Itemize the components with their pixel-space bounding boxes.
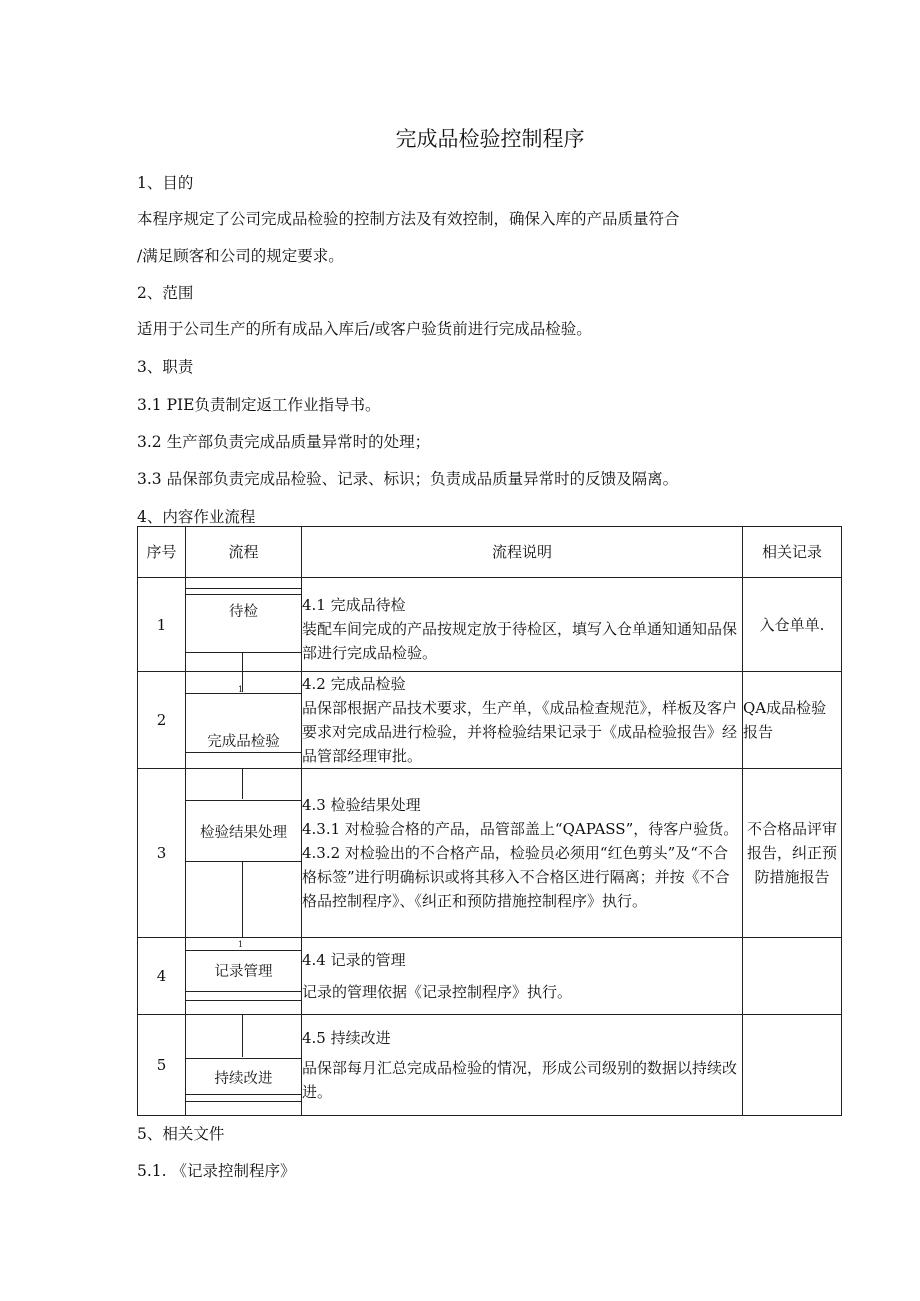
- flow-box-label: 完成品检验: [207, 734, 280, 750]
- flow-box-label: 检验结果处理: [200, 825, 287, 841]
- section-2-text: 适用于公司生产的所有成品入库后/或客户验货前进行完成品检验。: [137, 320, 592, 338]
- flow-step-cell: [186, 769, 302, 938]
- desc-text: 品保部根据产品技术要求，生产单，《成品检查规范》，样板及客户要求对完成品进行检验，并将检验结果记录于《成品检验报告》经品管部经理审批。: [302, 699, 738, 765]
- desc-text: 装配车间完成的产品按规定放于待检区，填写入仓单通知通知品保部进行完成品检验。: [302, 619, 738, 662]
- flow-box-label: 待检: [229, 604, 258, 620]
- row-record: QA成品检验报告: [743, 672, 842, 769]
- flow-marker: 1: [238, 685, 244, 694]
- row-record: 入仓单单.: [743, 578, 842, 672]
- row-number: 5: [138, 1015, 186, 1116]
- row-number: 4: [138, 938, 186, 1015]
- desc-text: 品保部每月汇总完成品检验的情况，形成公司级别的数据以持续改进。: [302, 1059, 738, 1101]
- section-3-item-3: 3.3 品保部负责完成品检验、记录、标识；负责成品质量异常时的反馈及隔离。: [137, 470, 679, 488]
- desc-text: 4.3.1 对检验合格的产品，品管部盖上“QAPASS”，待客户验货。: [302, 820, 739, 838]
- flow-box-label: 持续改进: [214, 1071, 273, 1087]
- desc-text: 记录的管理依据《记录控制程序》执行。: [302, 983, 573, 1001]
- table-row: [138, 578, 842, 672]
- section-1-text-line2: /满足顾客和公司的规定要求。: [137, 247, 344, 265]
- row-description: [302, 938, 743, 1015]
- flow-box-label: 记录管理: [214, 964, 273, 980]
- flow-marker: 1: [238, 940, 244, 949]
- section-3-item-2: 3.2 生产部负责完成品质量异常时的处理；: [137, 433, 431, 451]
- table-row: [138, 769, 842, 938]
- flow-step-cell: [186, 672, 302, 769]
- section-2-heading: 2、范围: [137, 284, 194, 302]
- header-seq: 序号: [138, 527, 186, 578]
- table-row: [138, 938, 842, 1015]
- row-number: 1: [138, 578, 186, 672]
- page-title: 完成品检验控制程序: [395, 127, 585, 151]
- row-record: [743, 1015, 842, 1116]
- table-row: [138, 1015, 842, 1116]
- section-3-item-1: 3.1 PIE负责制定返工作业指导书。: [137, 396, 381, 414]
- section-5-heading: 5、相关文件: [137, 1125, 225, 1143]
- desc-text: 4.3.2 对检验出的不合格产品，检验员必须用“红色剪头”及“不合格标签”进行明确标识或将其移入不合格区进行隔离；并按《不合格品控制程序》、《纠正和预防措施控制程序》执行。: [302, 844, 730, 910]
- header-desc: 流程说明: [302, 527, 743, 578]
- desc-title: 4.2 完成品检验: [302, 675, 406, 693]
- section-3-heading: 3、职责: [137, 358, 194, 376]
- flow-step-cell: [186, 1015, 302, 1116]
- row-description: [302, 769, 743, 938]
- desc-title: 4.3 检验结果处理: [302, 796, 421, 814]
- row-record: 不合格品评审报告，纠正预防措施报告: [743, 769, 842, 938]
- section-1-heading: 1、目的: [137, 174, 194, 192]
- header-record: 相关记录: [743, 527, 842, 578]
- row-record: [743, 938, 842, 1015]
- desc-title: 4.1 完成品待检: [302, 595, 406, 614]
- section-5-item-1: 5.1. 《记录控制程序》: [137, 1162, 296, 1180]
- row-description: [302, 1015, 743, 1116]
- process-flow-table: [137, 526, 842, 1116]
- section-1-text-line1: 本程序规定了公司完成品检验的控制方法及有效控制，确保入库的产品质量符合: [137, 210, 680, 228]
- table-header-row: [138, 527, 842, 578]
- row-description: [302, 578, 743, 672]
- row-description: [302, 672, 743, 769]
- row-number: 3: [138, 769, 186, 938]
- desc-title: 4.5 持续改进: [302, 1029, 391, 1047]
- table-row: [138, 672, 842, 769]
- flow-step-cell: [186, 578, 302, 672]
- row-number: 2: [138, 672, 186, 769]
- desc-title: 4.4 记录的管理: [302, 951, 406, 969]
- section-4-heading: 4、内容作业流程: [137, 508, 256, 526]
- flow-step-cell: [186, 938, 302, 1015]
- header-flow: 流程: [186, 527, 302, 578]
